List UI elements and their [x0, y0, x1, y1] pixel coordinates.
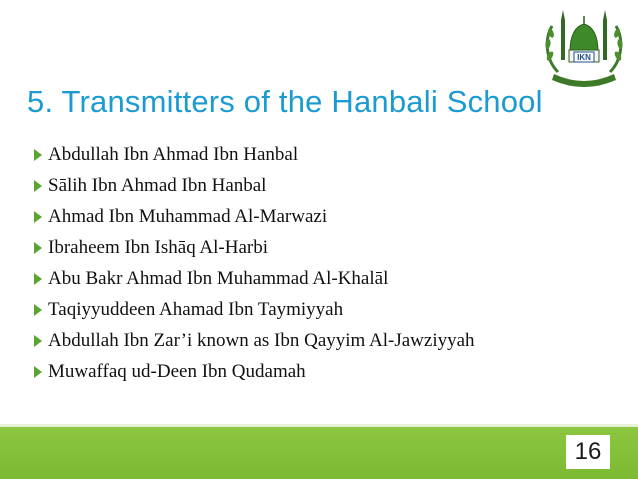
list-item — [34, 294, 475, 325]
list-item — [34, 232, 475, 263]
bullet-arrow-icon — [34, 242, 42, 254]
bullet-arrow-icon — [34, 273, 42, 285]
list-item-text: Ahmad Ibn Muhammad Al-Marwazi — [48, 205, 328, 227]
list-item-text: Ibraheem Ibn Ishāq Al-Harbi — [48, 236, 269, 258]
bullet-arrow-icon — [34, 211, 42, 223]
page-number: 16 — [566, 435, 610, 469]
bullet-arrow-icon — [34, 366, 42, 378]
logo-monogram: IKN — [577, 53, 591, 62]
list-item-text: Abu Bakr Ahmad Ibn Muhammad Al-Khalāl — [48, 267, 389, 289]
bullet-arrow-icon — [34, 304, 42, 316]
bullet-list — [34, 139, 475, 387]
list-item — [34, 325, 475, 356]
list-item-text: Taqiyyuddeen Ahamad Ibn Taymiyyah — [48, 298, 344, 320]
list-item — [34, 263, 475, 294]
list-item — [34, 139, 475, 170]
logo-ribbon — [552, 74, 616, 87]
list-item-text: Abdullah Ibn Ahmad Ibn Hanbal — [48, 143, 299, 165]
footer-bar — [0, 427, 638, 479]
list-item — [34, 170, 475, 201]
list-item — [34, 356, 475, 387]
list-item-text: Muwaffaq ud-Deen Ibn Qudamah — [48, 360, 306, 382]
list-item-text: Abdullah Ibn Zar’i known as Ibn Qayyim Al-Jawziyyah — [48, 329, 475, 351]
bullet-arrow-icon — [34, 335, 42, 347]
slide-title: 5. Transmitters of the Hanbali School — [27, 84, 543, 119]
list-item-text: Sālih Ibn Ahmad Ibn Hanbal — [48, 174, 267, 196]
institution-logo — [536, 2, 632, 94]
bullet-arrow-icon — [34, 180, 42, 192]
list-item — [34, 201, 475, 232]
bullet-arrow-icon — [34, 149, 42, 161]
